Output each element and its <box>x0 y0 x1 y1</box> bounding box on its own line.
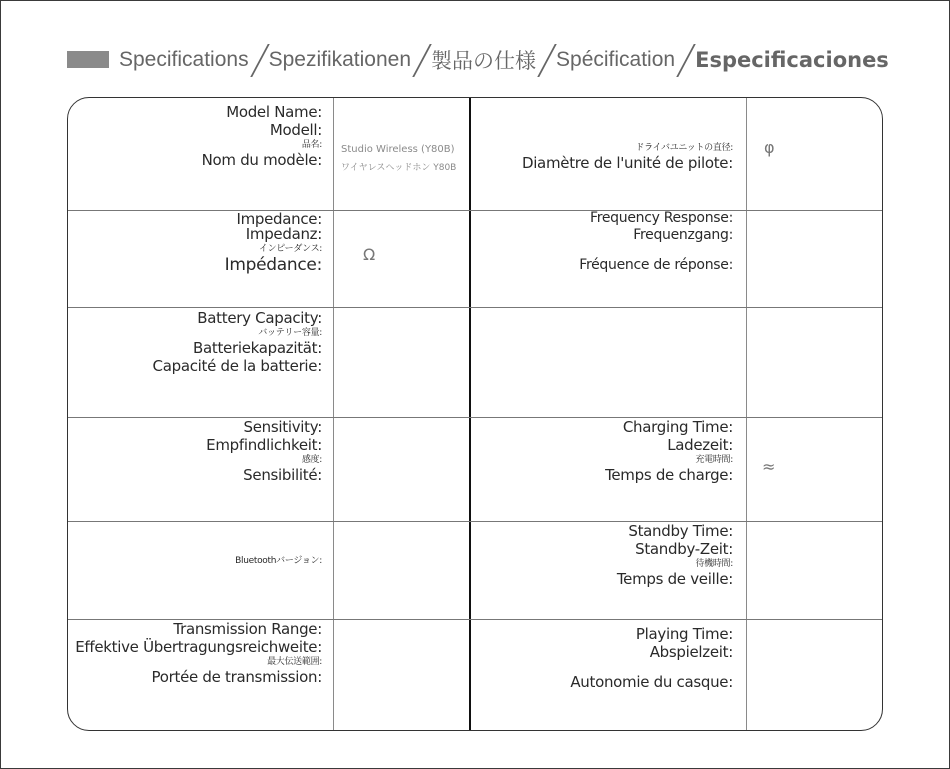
label-playing-time: Playing Time: Abspielzeit: Autonomie du casque: <box>570 625 733 691</box>
model-value-ja: ワイヤレスヘッドホン Y80B <box>341 163 457 173</box>
approx-symbol: ≈ <box>762 457 776 476</box>
label-transmission-range: Transmission Range: Effektive Übertragungsreichweite: 最大伝送範囲: Portée de transmission: <box>75 620 322 686</box>
label-standby-time: Standby Time: Standby-Zeit: 待機時間: Temps de veille: <box>616 522 733 588</box>
header-bar-decoration <box>67 51 109 68</box>
column-divider <box>746 98 747 730</box>
label-sensitivity: Sensitivity: Empfindlichkeit: 感度: Sensibilité: <box>206 418 322 484</box>
row-divider <box>68 417 882 418</box>
label-bluetooth-version: Bluetoothバージョン: <box>235 556 322 566</box>
row-divider <box>68 307 882 308</box>
title-ja: 製品の仕様 <box>431 50 537 73</box>
row-divider <box>68 210 882 211</box>
label-battery-capacity: Battery Capacity: バッテリー容量: Batteriekapazität: Capacité de la batterie: <box>152 309 322 375</box>
label-model-name: Model Name: Modell: 品名: Nom du modèle: <box>201 103 322 169</box>
center-divider <box>469 98 471 730</box>
ohm-symbol: Ω <box>363 245 376 264</box>
title-de: Spezifikationen <box>268 48 412 71</box>
model-value-en: Studio Wireless (Y80B) <box>341 144 455 155</box>
title-separator <box>676 44 696 77</box>
phi-symbol: φ <box>764 138 775 157</box>
label-frequency-response: Frequency Response: Frequenzgang: Fréquence de réponse: <box>579 210 733 273</box>
label-charging-time: Charging Time: Ladezeit: 充電時間: Temps de charge: <box>605 418 733 484</box>
label-impedance: Impedance: Impedanz: インピーダンス: Impédance: <box>224 210 322 275</box>
title-separator <box>537 44 557 77</box>
title-fr: Spécification <box>556 48 676 71</box>
title-en: Specifications <box>119 48 249 71</box>
row-divider <box>68 521 882 522</box>
column-divider <box>333 98 334 730</box>
title-separator <box>412 44 432 77</box>
title-es: Especificaciones <box>695 48 889 72</box>
label-driver-diameter: ドライバユニットの直径: Diamètre de l'unité de pilote: <box>521 143 733 172</box>
page-title <box>119 40 889 80</box>
title-separator <box>250 44 270 77</box>
